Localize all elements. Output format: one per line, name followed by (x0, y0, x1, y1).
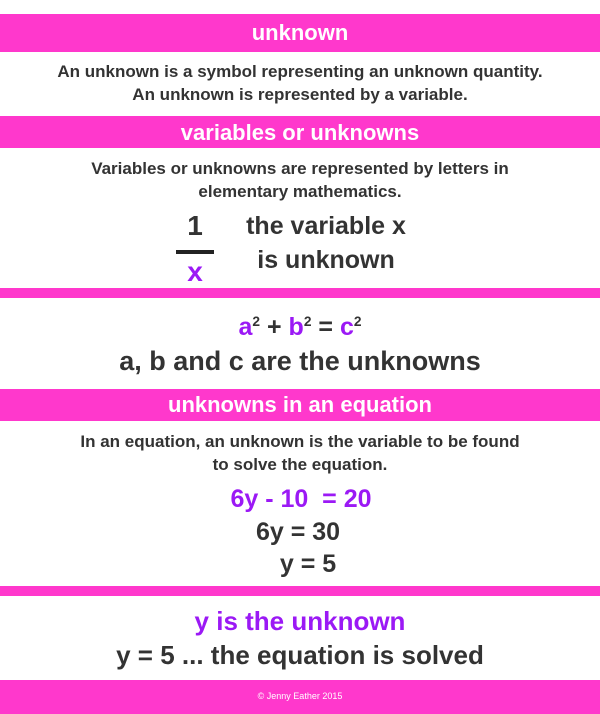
definition-line-1: An unknown is a symbol representing an unknown quantity. (57, 62, 543, 81)
equation-step-2-text: 6y = 30 (255, 518, 341, 546)
variables-line-2: elementary mathematics. (198, 182, 402, 201)
header-bar-equation (0, 389, 600, 421)
section-title-variables: variables or unknowns (180, 120, 420, 145)
header-bar-unknown (0, 14, 600, 52)
header-bar-variables (0, 116, 600, 148)
divider-bar-2 (0, 586, 600, 596)
divider-bar-1 (0, 288, 600, 298)
definition-line-2: An unknown is represented by a variable. (132, 85, 468, 104)
fraction-explanation-2: is unknown (257, 246, 395, 274)
exponent-c: 2 (353, 314, 362, 330)
equation-step-3 (0, 550, 600, 579)
section-title-unknown: unknown (251, 20, 349, 45)
solved-caption: y = 5 ... the equation is solved (116, 640, 484, 670)
equation-step-1 (0, 485, 600, 514)
exponent-a: 2 (252, 314, 261, 330)
variables-line-1: Variables or unknowns are represented by letters in (91, 159, 509, 178)
unknown-highlight: y is the unknown (194, 606, 406, 636)
fraction-numerator: 1 (187, 210, 203, 241)
copyright-text: © Jenny Eather 2015 (257, 691, 343, 701)
equation-step-2 (0, 518, 600, 547)
equation-step-1-text: 6y - 10 = 20 (230, 485, 372, 513)
variable-b: b (288, 313, 304, 341)
equation-step-3-text: y = 5 (279, 550, 337, 578)
equation-line-1: In an equation, an unknown is the variable to be found (80, 432, 520, 451)
fraction-explanation-1: the variable x (246, 212, 406, 240)
fraction (176, 210, 214, 287)
variable-c: c (339, 313, 354, 341)
exponent-b: 2 (303, 314, 312, 330)
variable-a: a (238, 313, 253, 341)
section-title-equation: unknowns in an equation (168, 392, 432, 417)
fraction-denominator: x (187, 256, 203, 287)
plus-sign: + (266, 313, 282, 341)
footer-bar (0, 680, 600, 714)
pythagoras-equation (0, 313, 600, 342)
fraction-bar (176, 250, 214, 254)
equals-sign: = (318, 313, 334, 341)
equation-line-2: to solve the equation. (212, 455, 388, 474)
pythagoras-caption: a, b and c are the unknowns (119, 346, 481, 376)
